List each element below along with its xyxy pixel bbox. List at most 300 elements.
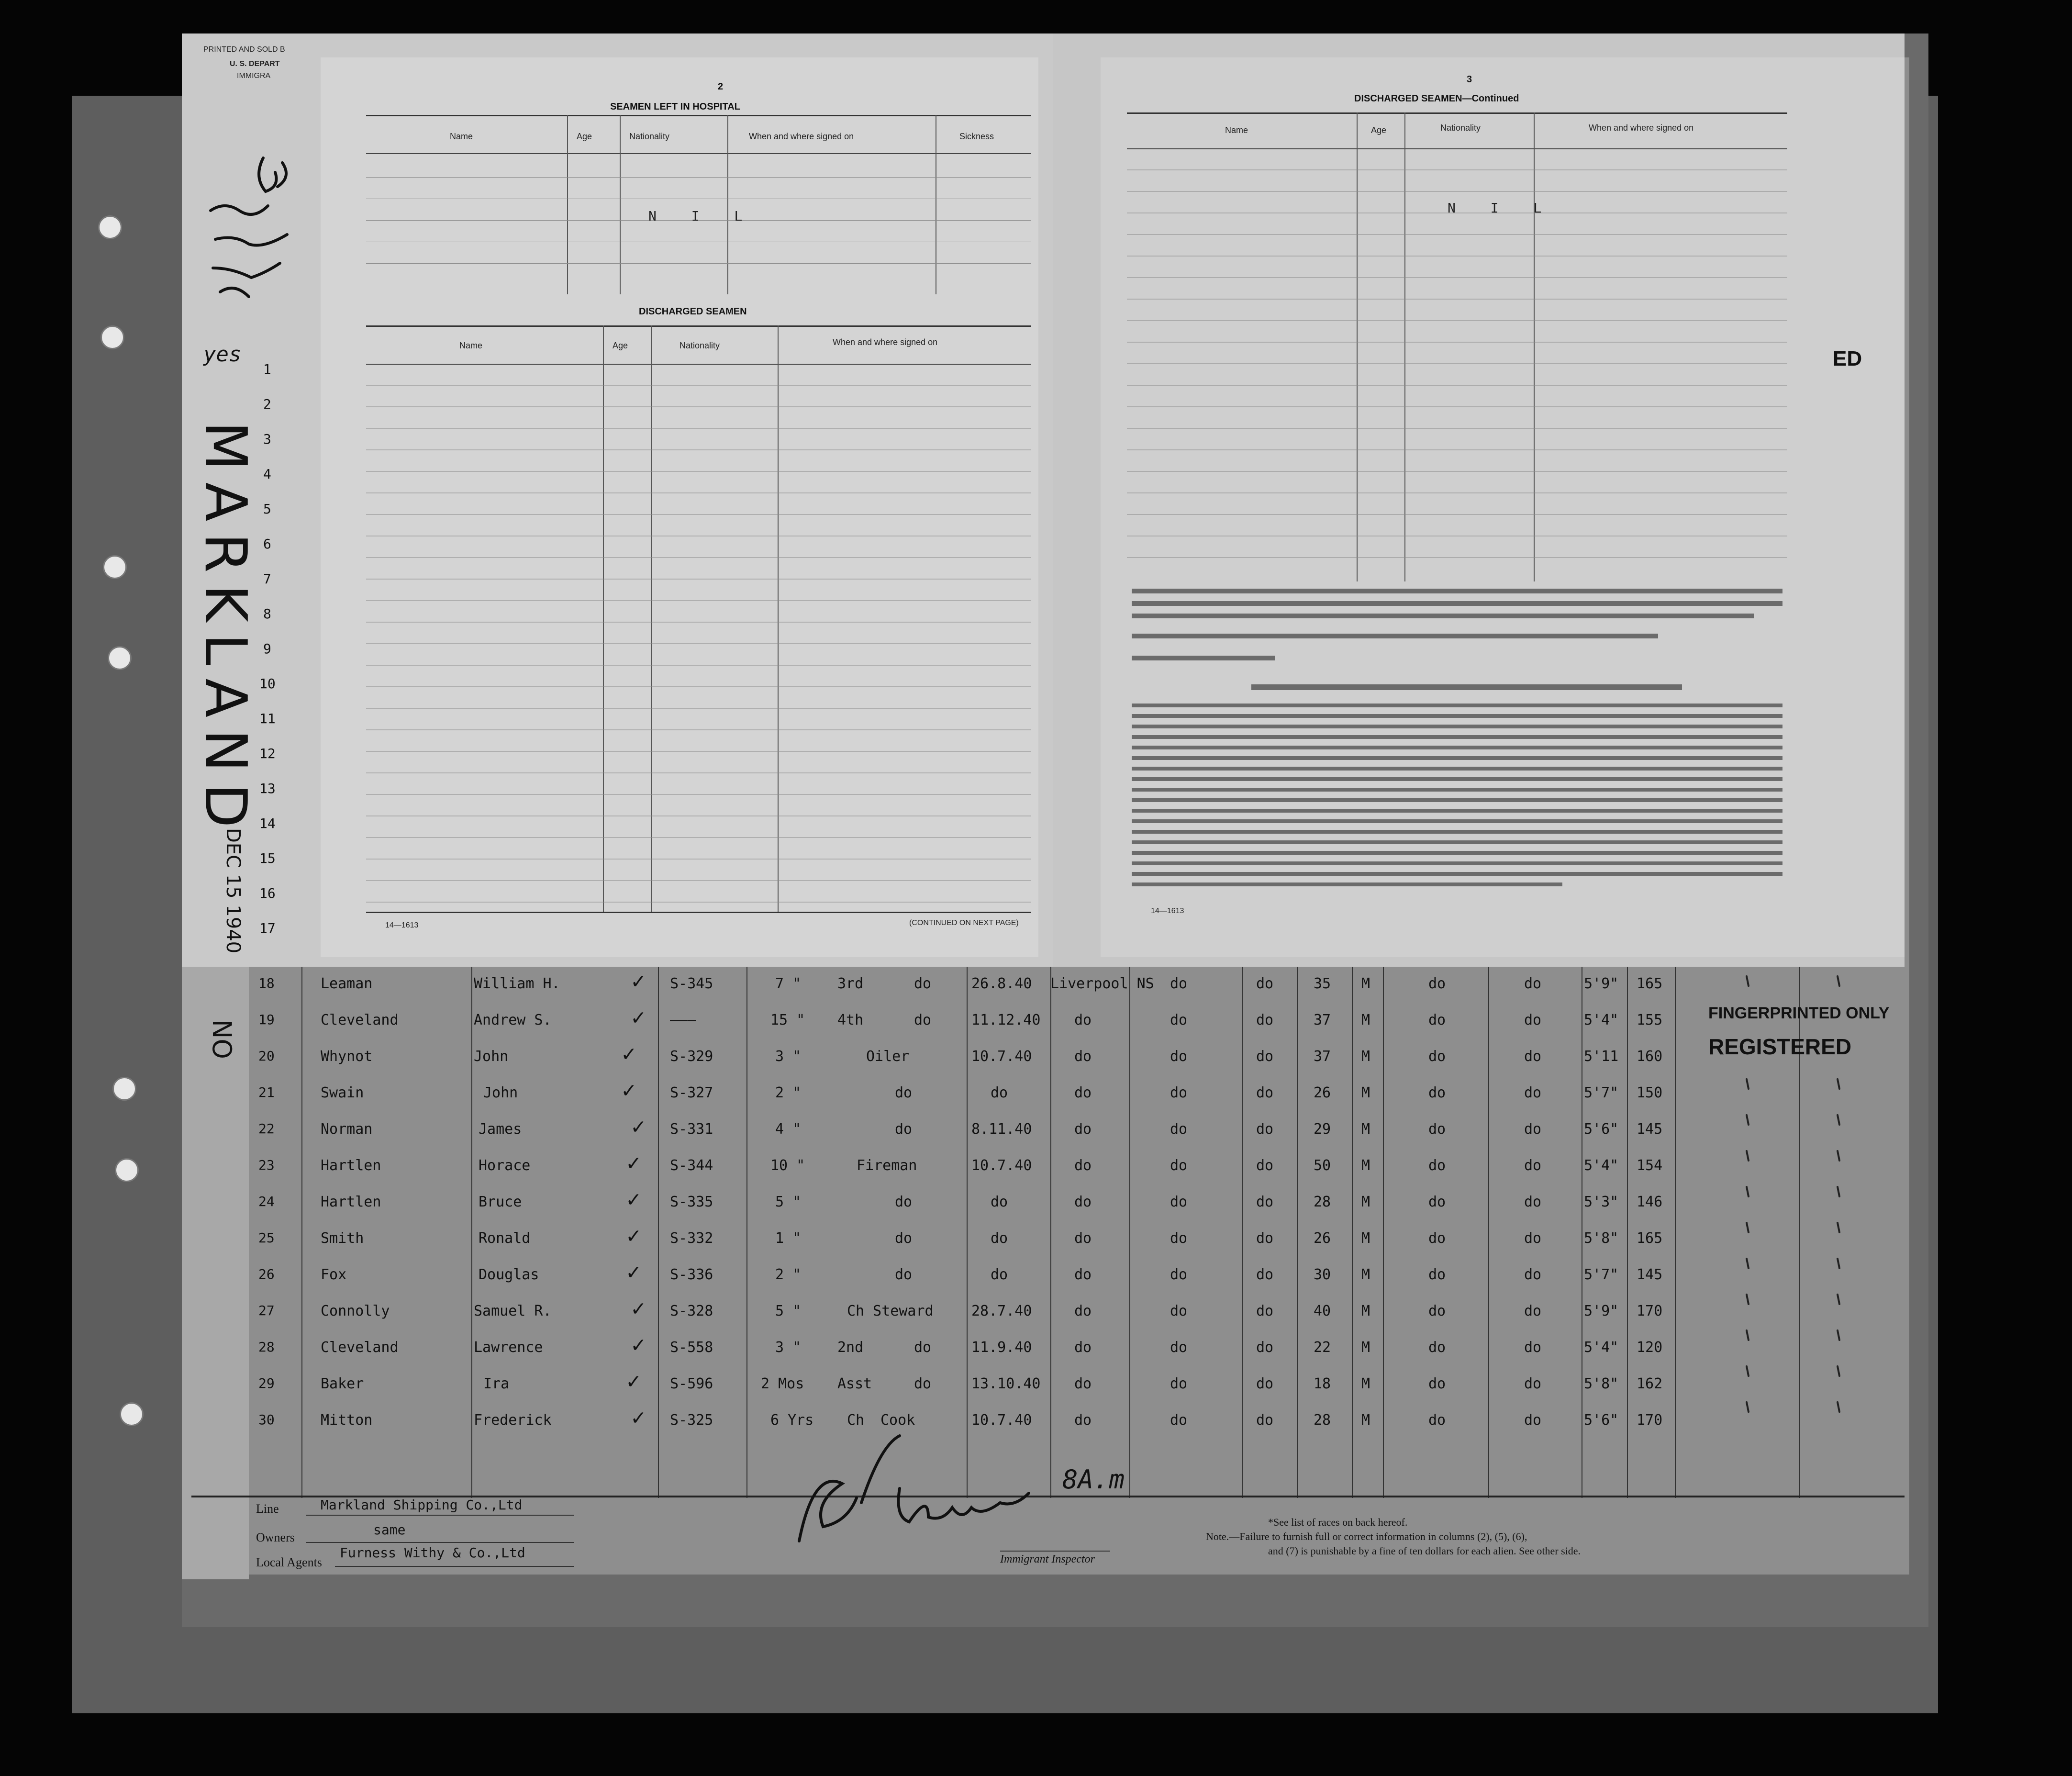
given-name: Ira xyxy=(483,1375,510,1392)
row-number: 2 xyxy=(263,396,271,412)
book-number: S-327 xyxy=(670,1084,713,1101)
rating-ditto: do xyxy=(914,1375,932,1392)
age: 18 xyxy=(1314,1375,1331,1392)
ditto: do xyxy=(1256,1121,1274,1138)
rating: 4th xyxy=(837,1012,864,1028)
owners-underline xyxy=(306,1542,574,1543)
surname: Fox xyxy=(321,1266,347,1283)
signed-place: do xyxy=(1074,1375,1092,1392)
date-text: DEC 15 1940 xyxy=(222,828,244,954)
line-label: Line xyxy=(256,1502,279,1516)
fingerprinted-stamp: FINGERPRINTED ONLY xyxy=(1708,1004,1890,1022)
ditto: do xyxy=(1428,1121,1446,1138)
discharged-table-bottom xyxy=(366,912,1031,913)
row-number: 17 xyxy=(259,920,276,936)
age: 29 xyxy=(1314,1121,1331,1138)
surname: Mitton xyxy=(321,1412,373,1429)
book-number: S-329 xyxy=(670,1048,713,1065)
signed-place: Liverpool NS xyxy=(1050,975,1154,992)
weight: 154 xyxy=(1637,1157,1663,1174)
col-rule xyxy=(620,115,621,294)
rating: Fireman xyxy=(857,1157,917,1174)
ruled-line xyxy=(366,263,1031,264)
row-number: 20 xyxy=(258,1048,275,1064)
ditto: do xyxy=(1170,1157,1188,1174)
col-rule xyxy=(567,115,568,294)
registered-stamp: REGISTERED xyxy=(1708,1034,1852,1059)
ditto: do xyxy=(1524,1230,1542,1247)
rating-ditto: do xyxy=(914,1012,932,1028)
rating: Asst xyxy=(837,1375,872,1392)
age: 26 xyxy=(1314,1084,1331,1101)
height: 5'6" xyxy=(1584,1121,1619,1138)
penalty-note-cont: and (7) is punishable by a fine of ten dollars for each alien. See other side. xyxy=(1268,1545,1581,1557)
rating: do xyxy=(895,1230,913,1247)
hospital-header-rule xyxy=(366,153,1031,154)
ditto: do xyxy=(1256,1412,1274,1429)
weight: 145 xyxy=(1637,1121,1663,1138)
ditto: do xyxy=(1524,975,1542,992)
check-mark: ✓ xyxy=(627,1368,640,1394)
no-handwritten xyxy=(208,1019,242,1125)
row-number: 10 xyxy=(259,676,276,692)
years-at-sea: 3 " xyxy=(775,1048,802,1065)
row-number: 26 xyxy=(258,1266,275,1282)
signed-date: 28.7.40 xyxy=(971,1303,1032,1319)
ditto: do xyxy=(1256,1303,1274,1319)
sex: M xyxy=(1361,1121,1370,1138)
book-number: S-328 xyxy=(670,1303,713,1319)
ditto: do xyxy=(1256,1012,1274,1028)
regulation-text-block xyxy=(1132,589,1787,895)
sex: M xyxy=(1361,1266,1370,1283)
col-rule xyxy=(727,115,728,294)
ditto: do xyxy=(1170,1012,1188,1028)
sex: M xyxy=(1361,1375,1370,1392)
inspector-underline xyxy=(1000,1551,1110,1552)
height: 5'4" xyxy=(1584,1339,1619,1356)
age: 28 xyxy=(1314,1412,1331,1429)
weight: 162 xyxy=(1637,1375,1663,1392)
height: 5'7" xyxy=(1584,1266,1619,1283)
margin-note-yes: yes xyxy=(203,342,242,367)
rating: Ch xyxy=(847,1412,865,1429)
hospital-title: SEAMEN LEFT IN HOSPITAL xyxy=(610,101,740,112)
ditto: do xyxy=(1256,1157,1274,1174)
height: 5'9" xyxy=(1584,1303,1619,1319)
sex: M xyxy=(1361,1048,1370,1065)
row-number: 30 xyxy=(258,1412,275,1428)
row-numbers-upper xyxy=(249,354,306,967)
binder-hole xyxy=(98,215,122,239)
given-name: Bruce xyxy=(479,1194,522,1210)
table-row xyxy=(249,1368,1905,1408)
book-number: S-558 xyxy=(670,1339,713,1356)
ditto: do xyxy=(1524,1339,1542,1356)
signed-date: 26.8.40 xyxy=(971,975,1032,992)
years-at-sea: 4 " xyxy=(775,1121,802,1138)
date-handwritten xyxy=(211,828,249,986)
row-number: 3 xyxy=(263,431,271,447)
page-number-right: 3 xyxy=(1467,74,1472,85)
age: 40 xyxy=(1314,1303,1331,1319)
years-at-sea: 15 " xyxy=(770,1012,805,1028)
rating: do xyxy=(895,1121,913,1138)
signed-place: do xyxy=(1074,1303,1092,1319)
sex: M xyxy=(1361,1339,1370,1356)
signed-date: do xyxy=(991,1084,1008,1101)
ditto: do xyxy=(1524,1012,1542,1028)
row-number: 6 xyxy=(263,536,271,552)
rating: Ch Steward xyxy=(847,1303,934,1319)
ditto: do xyxy=(1256,1194,1274,1210)
ditto: do xyxy=(1170,1266,1188,1283)
rating-ditto: do xyxy=(914,1339,932,1356)
hospital-col-name: Name xyxy=(450,132,473,141)
ditto: do xyxy=(1524,1048,1542,1065)
row-number: 23 xyxy=(258,1157,275,1173)
signed-date: 11.9.40 xyxy=(971,1339,1032,1356)
surname: Hartlen xyxy=(321,1157,381,1174)
department: U. S. DEPART xyxy=(230,60,280,68)
ditto: do xyxy=(1428,1266,1446,1283)
inspector-label: Immigrant Inspector xyxy=(1000,1553,1095,1565)
given-name: William H. xyxy=(474,975,560,992)
row-number: 4 xyxy=(263,466,271,482)
surname: Connolly xyxy=(321,1303,390,1319)
weight: 170 xyxy=(1637,1303,1663,1319)
years-at-sea: 5 " xyxy=(775,1194,802,1210)
book-number: ——— xyxy=(670,1012,696,1028)
given-name: Douglas xyxy=(479,1266,539,1283)
ditto: do xyxy=(1428,1230,1446,1247)
weight: 155 xyxy=(1637,1012,1663,1028)
owners-value: same xyxy=(373,1522,406,1538)
agents-underline xyxy=(335,1566,574,1567)
ditto: do xyxy=(1170,1048,1188,1065)
table-row xyxy=(249,1222,1905,1262)
age: 26 xyxy=(1314,1230,1331,1247)
cont-col-age: Age xyxy=(1371,125,1387,135)
rating: do xyxy=(895,1266,913,1283)
row-number: 27 xyxy=(258,1303,275,1318)
printed-by: PRINTED AND SOLD B xyxy=(203,45,285,54)
surname: Hartlen xyxy=(321,1194,381,1210)
cont-nil: N I L xyxy=(1448,200,1555,216)
ditto: do xyxy=(1170,1339,1188,1356)
discharged-col-nationality: Nationality xyxy=(680,341,720,350)
signed-date: do xyxy=(991,1230,1008,1247)
ditto: do xyxy=(1256,1339,1274,1356)
given-name: John xyxy=(474,1048,509,1065)
book-number: S-345 xyxy=(670,975,713,992)
given-name: Andrew S. xyxy=(474,1012,552,1028)
weight: 165 xyxy=(1637,1230,1663,1247)
row-number: 13 xyxy=(259,781,276,796)
cont-col-signed-on: When and where signed on xyxy=(1589,123,1694,133)
page-number-left: 2 xyxy=(718,81,724,92)
ditto: do xyxy=(1428,1048,1446,1065)
height: 5'4" xyxy=(1584,1012,1619,1028)
signed-place: do xyxy=(1074,1121,1092,1138)
signed-place: do xyxy=(1074,1230,1092,1247)
height: 5'8" xyxy=(1584,1230,1619,1247)
check-mark: ✓ xyxy=(627,1186,640,1212)
weight: 146 xyxy=(1637,1194,1663,1210)
binder-hole xyxy=(100,325,124,349)
binder-hole xyxy=(112,1077,136,1101)
sex: M xyxy=(1361,1157,1370,1174)
inspector-signature xyxy=(790,1431,1058,1555)
age: 28 xyxy=(1314,1194,1331,1210)
row-number: 8 xyxy=(263,606,271,622)
signed-place: do xyxy=(1074,1157,1092,1174)
ship-name-text: MARKLAND xyxy=(192,421,258,839)
signed-date: do xyxy=(991,1194,1008,1210)
years-at-sea: 2 " xyxy=(775,1084,802,1101)
margin-handwriting xyxy=(201,148,306,354)
surname: Cleveland xyxy=(321,1339,399,1356)
table-row xyxy=(249,1077,1905,1117)
signed-date: do xyxy=(991,1266,1008,1283)
given-name: John xyxy=(483,1084,518,1101)
rating: do xyxy=(895,1194,913,1210)
age: 50 xyxy=(1314,1157,1331,1174)
ditto: do xyxy=(1428,1084,1446,1101)
check-mark: ✓ xyxy=(632,968,645,994)
years-at-sea: 2 Mos xyxy=(761,1375,804,1392)
height: 5'4" xyxy=(1584,1157,1619,1174)
height: 5'11 xyxy=(1584,1048,1619,1065)
surname: Swain xyxy=(321,1084,364,1101)
table-row xyxy=(249,1295,1905,1335)
discharged-cont-title: DISCHARGED SEAMEN—Continued xyxy=(1354,93,1519,104)
surname: Baker xyxy=(321,1375,364,1392)
discharged-table-top xyxy=(366,325,1031,327)
ruled-line xyxy=(366,177,1031,178)
check-mark: ✓ xyxy=(632,1113,645,1139)
book-number: S-344 xyxy=(670,1157,713,1174)
rating-ditto: Cook xyxy=(880,1412,915,1429)
rating: 2nd xyxy=(837,1339,864,1356)
ditto: do xyxy=(1170,1303,1188,1319)
surname: Smith xyxy=(321,1230,364,1247)
rating: do xyxy=(895,1084,913,1101)
ditto: do xyxy=(1428,1194,1446,1210)
check-mark: ✓ xyxy=(627,1150,640,1175)
weight: 165 xyxy=(1637,975,1663,992)
book-number: S-332 xyxy=(670,1230,713,1247)
table-row xyxy=(249,1259,1905,1299)
cont-table-top xyxy=(1127,112,1787,114)
surname: Whynot xyxy=(321,1048,373,1065)
signed-place: do xyxy=(1074,1012,1092,1028)
discharged-ruled-lines xyxy=(366,364,1031,914)
fine-print xyxy=(1132,589,1787,895)
row-number: 21 xyxy=(258,1084,275,1100)
weight: 120 xyxy=(1637,1339,1663,1356)
sex: M xyxy=(1361,1012,1370,1028)
hospital-table-top xyxy=(366,115,1031,116)
ditto: do xyxy=(1170,1375,1188,1392)
check-mark: ✓ xyxy=(632,1004,645,1030)
ditto: do xyxy=(1428,975,1446,992)
given-name: Samuel R. xyxy=(474,1303,552,1319)
age: 37 xyxy=(1314,1048,1331,1065)
weight: 160 xyxy=(1637,1048,1663,1065)
ditto: do xyxy=(1256,1048,1274,1065)
row-number: 14 xyxy=(259,815,276,831)
surname: Leaman xyxy=(321,975,373,992)
years-at-sea: 7 " xyxy=(775,975,802,992)
ditto: do xyxy=(1256,1375,1274,1392)
surname: Cleveland xyxy=(321,1012,399,1028)
given-name: Lawrence xyxy=(474,1339,543,1356)
table-row xyxy=(249,1404,1905,1444)
row-number: 7 xyxy=(263,571,271,587)
form-number-left: 14—1613 xyxy=(385,921,419,929)
check-mark: ✓ xyxy=(632,1404,645,1430)
ditto: do xyxy=(1524,1412,1542,1429)
table-row xyxy=(249,1186,1905,1226)
row-number: 1 xyxy=(263,361,271,377)
weight: 150 xyxy=(1637,1084,1663,1101)
years-at-sea: 1 " xyxy=(775,1230,802,1247)
check-mark: ✓ xyxy=(627,1259,640,1285)
row-number: 29 xyxy=(258,1375,275,1391)
check-mark: ✓ xyxy=(622,1040,635,1066)
ditto: do xyxy=(1524,1084,1542,1101)
races-note: *See list of races on back hereof. xyxy=(1268,1516,1408,1528)
binder-hole xyxy=(120,1402,144,1426)
line-value: Markland Shipping Co.,Ltd xyxy=(321,1497,523,1513)
signed-date: 10.7.40 xyxy=(971,1048,1032,1065)
ditto: do xyxy=(1428,1412,1446,1429)
ditto: do xyxy=(1428,1375,1446,1392)
ditto: do xyxy=(1524,1303,1542,1319)
continued-note: (CONTINUED ON NEXT PAGE) xyxy=(909,919,1019,927)
age: 22 xyxy=(1314,1339,1331,1356)
ditto: do xyxy=(1428,1339,1446,1356)
surname: Norman xyxy=(321,1121,373,1138)
row-number: 16 xyxy=(259,885,276,901)
height: 5'9" xyxy=(1584,975,1619,992)
cont-col-nationality: Nationality xyxy=(1440,123,1481,133)
handwritten-initials: 8A.m xyxy=(1062,1464,1125,1495)
ditto: do xyxy=(1170,1121,1188,1138)
book-number: S-596 xyxy=(670,1375,713,1392)
age: 35 xyxy=(1314,975,1331,992)
discharged-col-signed-on: When and where signed on xyxy=(833,337,938,347)
row-number: 15 xyxy=(259,850,276,866)
ditto: do xyxy=(1170,1230,1188,1247)
check-mark: ✓ xyxy=(627,1222,640,1248)
row-number: 24 xyxy=(258,1194,275,1209)
ditto: do xyxy=(1256,1084,1274,1101)
signed-date: 10.7.40 xyxy=(971,1412,1032,1429)
height: 5'7" xyxy=(1584,1084,1619,1101)
hospital-col-sickness: Sickness xyxy=(959,132,994,141)
no-text: NO xyxy=(207,1019,237,1059)
ditto: do xyxy=(1524,1375,1542,1392)
ditto: do xyxy=(1524,1266,1542,1283)
sex: M xyxy=(1361,1303,1370,1319)
check-mark: ✓ xyxy=(632,1331,645,1357)
ditto: do xyxy=(1428,1157,1446,1174)
table-row xyxy=(249,968,1905,1008)
agents-label: Local Agents xyxy=(256,1555,322,1569)
hospital-col-age: Age xyxy=(577,132,592,141)
years-at-sea: 3 " xyxy=(775,1339,802,1356)
row-number: 25 xyxy=(258,1230,275,1246)
binder-hole xyxy=(115,1158,139,1182)
discharged-title: DISCHARGED SEAMEN xyxy=(639,306,747,317)
ditto: do xyxy=(1428,1012,1446,1028)
rating: Oiler xyxy=(866,1048,910,1065)
table-row xyxy=(249,1150,1905,1190)
manifest-rows xyxy=(249,968,1905,1488)
agents-value: Furness Withy & Co.,Ltd xyxy=(340,1545,525,1561)
ditto: do xyxy=(1428,1303,1446,1319)
ditto: do xyxy=(1524,1194,1542,1210)
penalty-note: Note.—Failure to furnish full or correct information in columns (2), (5), (6), xyxy=(1206,1530,1527,1542)
sex: M xyxy=(1361,1230,1370,1247)
hospital-col-nationality: Nationality xyxy=(629,132,670,141)
owners-label: Owners xyxy=(256,1530,295,1544)
row-number: 5 xyxy=(263,501,271,517)
ditto: do xyxy=(1256,1266,1274,1283)
book-number: S-335 xyxy=(670,1194,713,1210)
table-row xyxy=(249,1113,1905,1153)
rating-ditto: do xyxy=(914,975,932,992)
ditto: do xyxy=(1170,1194,1188,1210)
weight: 145 xyxy=(1637,1266,1663,1283)
height: 5'3" xyxy=(1584,1194,1619,1210)
table-row xyxy=(249,1040,1905,1081)
signed-place: do xyxy=(1074,1194,1092,1210)
signed-date: 10.7.40 xyxy=(971,1157,1032,1174)
given-name: Ronald xyxy=(479,1230,531,1247)
years-at-sea: 5 " xyxy=(775,1303,802,1319)
binder-hole xyxy=(108,646,132,670)
check-mark: ✓ xyxy=(622,1077,635,1103)
discharged-col-name: Name xyxy=(459,341,483,350)
immigration: IMMIGRA xyxy=(237,72,271,80)
sex: M xyxy=(1361,1084,1370,1101)
hospital-col-signed-on: When and where signed on xyxy=(749,132,854,141)
weight: 170 xyxy=(1637,1412,1663,1429)
signed-place: do xyxy=(1074,1048,1092,1065)
age: 30 xyxy=(1314,1266,1331,1283)
signed-date: 13.10.40 xyxy=(971,1375,1041,1392)
form-number-right: 14—1613 xyxy=(1151,907,1184,915)
signed-place: do xyxy=(1074,1339,1092,1356)
sex: M xyxy=(1361,1194,1370,1210)
sex: M xyxy=(1361,975,1370,992)
ditto: do xyxy=(1170,975,1188,992)
ditto: do xyxy=(1170,1084,1188,1101)
line-underline xyxy=(306,1515,574,1516)
book-number: S-325 xyxy=(670,1412,713,1429)
tick-marks xyxy=(1732,972,1885,1450)
given-name: Frederick xyxy=(474,1412,552,1429)
height: 5'6" xyxy=(1584,1412,1619,1429)
pencil-notes xyxy=(201,148,306,354)
row-number: 11 xyxy=(259,711,276,726)
row-number: 12 xyxy=(259,746,276,761)
height: 5'8" xyxy=(1584,1375,1619,1392)
row-number: 19 xyxy=(258,1012,275,1028)
